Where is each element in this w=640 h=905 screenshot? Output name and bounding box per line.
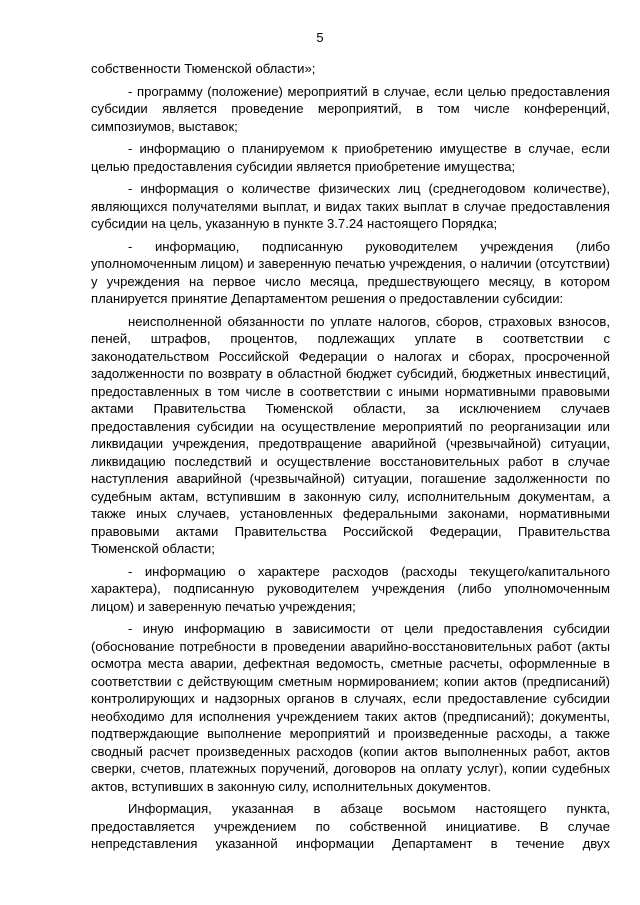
paragraph-other-info: - иную информацию в зависимости от цели предоставления субсидии (обоснование потребности в проведении аварийно-восстановительных работ (акты осмотра места аварии, дефектная ведомость, сметные расчеты, оформленные в соответствии с действующим сметным нормированием; копии актов (предписаний) контролирующих и надзорных органов в случаях, если предоставление субсидии необходимо для исполнения учреждением таких актов (предписаний); документы, подтверждающие выполнение мероприятий и произведенные расходы, а также сводный расчет произведенных расходов (копии актов выполненных работ, актов сверки, счетов, платежных поручений, договоров на оплату услуг), копии судебных актов, вступивших в законную силу, исполнительных документов. xyxy=(91,621,610,794)
paragraph-unfulfilled-obligations: неисполненной обязанности по уплате налогов, сборов, страховых взносов, пеней, штрафов, процентов, подлежащих уплате в соответствии с законодательством Российской Федерации о налогах и сборах, просроченной задолженности по возврату в областной бюджет субсидий, бюджетных инвестиций, предоставленных в том числе в соответствии с иными нормативными правовыми актами Правительства Тюменской области, за исключением случаев предоставления субсидии на осуществление мероприятий по реорганизации или ликвидации учреждения, предотвращение аварийной (чрезвычайной) ситуации, ликвидацию последствий и осуществление восстановительных работ в случае наступления аварийной (чрезвычайной) ситуации, погашение задолженности по судебным актам, вступившим в законную силу, исполнительным документам, а также иных случаев, установленных федеральными законами, нормативными правовыми актами Правительства Российской Федерации, Правительства Тюменской области; xyxy=(91,313,610,556)
paragraph-continuation: собственности Тюменской области»; xyxy=(91,61,316,76)
paragraph-program: - программу (положение) мероприятий в случае, если целью предоставления субсидии является проведение мероприятий, в том числе конференций, симпозиумов, выставок; xyxy=(91,83,610,134)
paragraph-property: - информацию о планируемом к приобретению имуществе в случае, если целью предоставления субсидии является приобретение имущества; xyxy=(91,141,610,174)
paragraph-expense-nature: - информацию о характере расходов (расходы текущего/капитального характера), подписанную руководителем учреждения (либо уполномоченным лицом) и заверенную печатью учреждения; xyxy=(91,563,610,614)
document-body xyxy=(91,60,610,858)
paragraph-individuals: - информация о количестве физических лиц (среднегодовом количестве), являющихся получателями выплат, и видах таких выплат в случае предоставления субсидии на цель, указанную в пункте 3.7.24 настоящего Порядка; xyxy=(91,181,610,231)
paragraph-information-note: Информация, указанная в абзаце восьмом настоящего пункта, предоставляется учреждением по собственной инициативе. В случае непредставления указанной информации Департамент в течение двух xyxy=(91,801,610,851)
paragraph-signed-info: - информацию, подписанную руководителем учреждения (либо уполномоченным лицом) и заверенную печатью учреждения, о наличии (отсутствии) у учреждения на первое число месяца, предшествующего месяцу, в котором планируется принятие Департаментом решения о предоставлении субсидии: xyxy=(91,238,610,306)
page-number: 5 xyxy=(316,30,324,45)
